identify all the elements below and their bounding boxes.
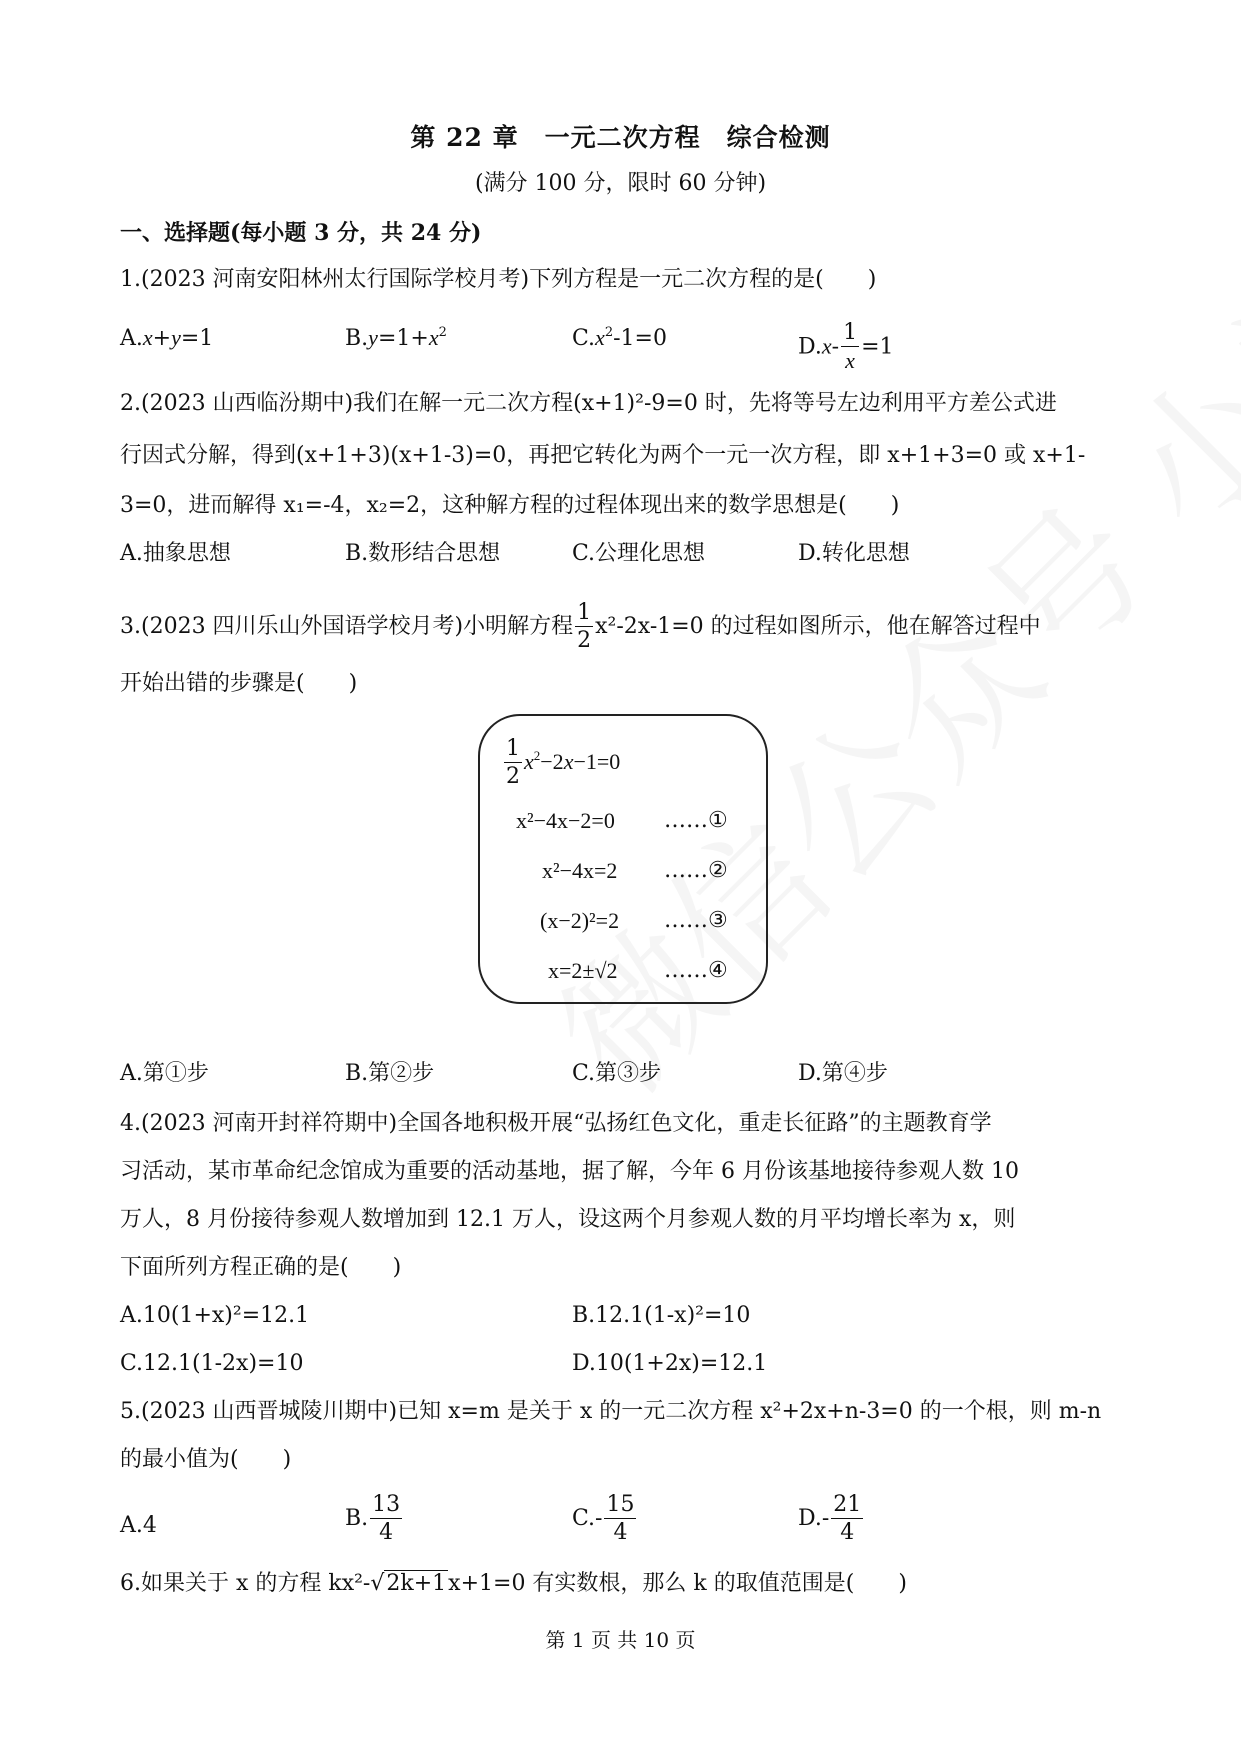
step-marker-2: ……② [664, 858, 728, 883]
question-2-line-1: 2.(2023 山西临汾期中)我们在解一元二次方程(x+1)²-9=0 时，先将等号左边利用平方差公式进 [120, 391, 1057, 416]
solution-step-1: x²−4x−2=0 ……① [516, 808, 728, 833]
q2-option-a: A.抽象思想 [120, 541, 231, 566]
fraction: $\frac{21}{4}$ [833, 1492, 862, 1545]
step-marker-3: ……③ [664, 908, 728, 933]
page-subtitle: (满分 100 分，限时 60 分钟) [474, 171, 767, 196]
solution-step-4: x=2±√2 ……④ [548, 958, 728, 983]
q1-option-b: $B.y=1+x^2$ [345, 325, 447, 351]
step-marker-1: ……① [664, 808, 728, 833]
q3-option-a: A.第①步 [120, 1061, 209, 1086]
question-4-line-3: 万人，8 月份接待参观人数增加到 12.1 万人，设这两个月参观人数的月平均增长率为 x，则 [120, 1207, 1016, 1232]
question-4-line-4: 下面所列方程正确的是( ) [120, 1255, 402, 1280]
q3-line-1-prefix: 3.(2023 四川乐山外国语学校月考)小明解方程 [120, 614, 574, 639]
q1-option-a-label: A. [120, 326, 143, 351]
fraction: $\frac{13}{4}$ [372, 1492, 401, 1545]
q2-option-d: D.转化思想 [798, 541, 910, 566]
question-5-line-1: 5.(2023 山西晋城陵川期中)已知 x=m 是关于 x 的一元二次方程 x²+2x+n-3=0 的一个根，则 m-n [120, 1399, 1102, 1424]
question-3-line-1 [120, 602, 1125, 652]
page-footer: 第 1 页 共 10 页 [545, 1628, 696, 1652]
q1-option-b-label: B. [345, 326, 369, 351]
square-root: √2k+1 [370, 1571, 447, 1596]
q5-option-b-label: B. [345, 1506, 369, 1531]
q3-option-c: C.第③步 [572, 1061, 662, 1086]
q1-option-c-label: C. [572, 326, 596, 351]
q3-option-d: D.第④步 [798, 1061, 888, 1086]
solution-steps-box [478, 714, 768, 1004]
q4-option-c: C.12.1(1-2x)=10 [120, 1351, 304, 1376]
q3-line-1-suffix: x²-2x-1=0 的过程如图所示，他在解答过程中 [595, 614, 1041, 639]
question-2-line-3: 3=0，进而解得 x₁=-4，x₂=2，这种解方程的过程体现出来的数学思想是( ) [120, 493, 900, 518]
q5-option-b [345, 1494, 404, 1544]
q5-option-a: A.4 [120, 1513, 157, 1538]
q6-prefix: 6.如果关于 x 的方程 kx²- [120, 1571, 371, 1596]
q6-suffix: x+1=0 有实数根，那么 k 的取值范围是( ) [448, 1571, 907, 1596]
q2-option-b: B.数形结合思想 [345, 541, 501, 566]
q4-option-a: A.10(1+x)²=12.1 [120, 1303, 310, 1328]
q5-option-d [798, 1494, 865, 1544]
step-marker-4: ……④ [664, 958, 728, 983]
question-4-line-2: 习活动，某市革命纪念馆成为重要的活动基地，据了解，今年 6 月份该基地接待参观人数 10 [120, 1159, 1019, 1184]
page-title: 第 22 章 一元二次方程 综合检测 [410, 123, 831, 152]
q1-option-d-label: D. [798, 334, 822, 360]
solution-step-0: $\frac{1}{2}$ $x^2-2x-1=0$ [506, 736, 621, 789]
q2-option-c: C.公理化思想 [572, 541, 706, 566]
solution-step-2: x²−4x=2 ……② [542, 858, 728, 883]
q4-option-d: D.10(1+2x)=12.1 [572, 1351, 768, 1376]
q1-option-d: D.x- $\frac{1}{x}$ =1 [798, 320, 894, 373]
section-heading: 一、选择题(每小题 3 分，共 24 分) [120, 220, 482, 246]
fraction: $\frac{1}{x}$ [843, 320, 858, 373]
question-4-line-1: 4.(2023 河南开封祥符期中)全国各地积极开展“弘扬红色文化，重走长征路”的主题教育学 [120, 1111, 992, 1136]
radicand: 2k+1 [386, 1571, 447, 1596]
q1-option-c: $C.x^2-1=0$ [572, 325, 667, 351]
q1-option-a: A.x+y=1 [120, 325, 214, 351]
q5-option-d-label: D.- [798, 1506, 830, 1531]
solution-step-3: (x−2)²=2 ……③ [540, 908, 728, 933]
q4-option-b: B.12.1(1-x)²=10 [572, 1303, 751, 1328]
question-1-stem: 1.(2023 河南安阳林州太行国际学校月考)下列方程是一元二次方程的是( ) [120, 267, 877, 292]
q5-option-c [572, 1494, 638, 1544]
question-5-line-2: 的最小值为( ) [120, 1447, 292, 1472]
q3-option-b: B.第②步 [345, 1061, 435, 1086]
question-6-stem [120, 1568, 1125, 1600]
fraction-one-half: $\frac{1}{2}$ [506, 736, 520, 789]
question-3-line-2: 开始出错的步骤是( ) [120, 671, 358, 696]
question-2-line-2: 行因式分解，得到(x+1+3)(x+1-3)=0，再把它转化为两个一元一次方程，即 x+1+3=0 或 x+1- [120, 443, 1086, 468]
fraction: $\frac{15}{4}$ [606, 1492, 635, 1545]
q5-option-c-label: C.- [572, 1506, 603, 1531]
fraction-one-half: $\frac{1}{2}$ [577, 600, 592, 653]
